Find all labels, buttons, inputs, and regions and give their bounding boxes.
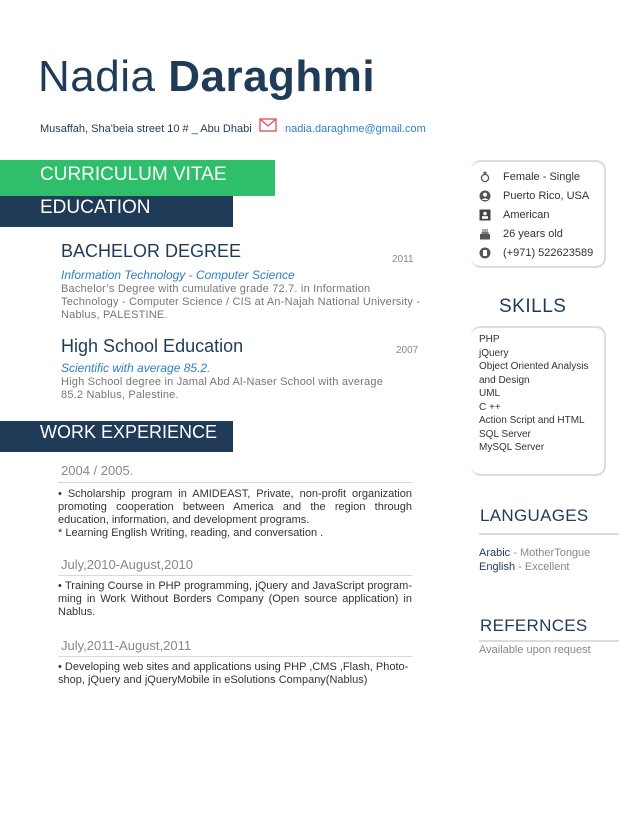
info-nationality xyxy=(479,208,609,224)
language-name: English xyxy=(479,561,516,573)
job-date: July,2011-August,2011 xyxy=(61,638,192,653)
address: Musaffah, Sha'beia street 10 # _ Abu Dhabi xyxy=(40,123,252,135)
last-name: Daraghmi xyxy=(168,52,376,101)
info-nationality-text: American xyxy=(503,209,550,221)
email-link[interactable]: nadia.daraghme@gmail.com xyxy=(285,123,426,135)
skills-title: SKILLS xyxy=(499,296,567,317)
job-date: 2004 / 2005. xyxy=(61,463,134,478)
cv-title: CURRICULUM VITAE xyxy=(40,164,227,185)
job-description: • Scholarship program in AMIDEAST, Private, non-profit organization promoting cooperation between America and the region through education, information, and development programs. xyxy=(58,488,412,526)
education-degree-description: Bachelor’s Degree with cumulative grade 72.7. in Information Technology - Computer Science / CIS at An-Najah National University - Nablus, PALESTINE. xyxy=(61,283,421,321)
education-degree-subtitle: Information Technology - Computer Science xyxy=(61,268,295,282)
info-age xyxy=(479,227,609,243)
skill-item: Action Script and HTML xyxy=(479,415,585,426)
education-title: EDUCATION xyxy=(40,197,151,218)
cv-band-strip xyxy=(0,160,38,196)
info-gender-text: Female - Single xyxy=(503,171,581,183)
id-card-icon xyxy=(479,209,491,221)
languages-title: LANGUAGES xyxy=(480,506,589,525)
job-date: July,2010-August,2010 xyxy=(61,557,194,572)
skill-item: Object Oriented Analysis and Design xyxy=(479,361,589,386)
job-divider xyxy=(58,656,412,657)
education-degree-year: 2011 xyxy=(392,254,414,265)
job-description-extra: * Learning English Writing, reading, and conversation . xyxy=(58,527,324,539)
references-divider xyxy=(479,640,619,642)
job-description: • Training Course in PHP programming, jQuery and JavaScript program-ming in Work Without Borders Company (Open source application) in Nablus. xyxy=(58,580,412,618)
skill-item: MySQL Server xyxy=(479,442,545,453)
language-item xyxy=(479,547,590,559)
education-highschool-description: High School degree in Jamal Abd Al-Naser School with average 85.2 Nablus, Palestine. xyxy=(61,376,384,401)
candidate-name xyxy=(38,52,375,102)
skills-list xyxy=(479,333,605,455)
languages-divider xyxy=(479,533,619,535)
skill-item: UML xyxy=(479,388,501,399)
education-highschool-subtitle: Scientific with average 85.2. xyxy=(61,361,211,375)
skill-item: jQuery xyxy=(479,347,509,359)
info-location xyxy=(479,189,609,205)
references-title: REFERNCES xyxy=(480,616,588,635)
info-gender xyxy=(479,170,609,186)
language-item xyxy=(479,561,570,573)
language-level: - MotherTongue xyxy=(510,547,591,559)
skill-item: PHP xyxy=(479,334,500,345)
skill-item: SQL Server xyxy=(479,428,531,440)
education-highschool-title: High School Education xyxy=(61,336,244,356)
job-divider xyxy=(58,482,412,483)
skill-item: C ++ xyxy=(479,401,501,413)
gender-icon xyxy=(479,171,491,183)
info-phone-text: (+971) 522623589 xyxy=(503,247,594,259)
first-name: Nadia xyxy=(38,52,156,101)
job-description: • Developing web sites and applications using PHP ,CMS ,Flash, Photo-shop, jQuery and jQueryMobile in eSolutions Company(Nablus) xyxy=(58,661,409,686)
phone-icon xyxy=(479,247,491,259)
info-location-text: Puerto Rico, USA xyxy=(503,190,590,202)
info-age-text: 26 years old xyxy=(503,228,563,240)
location-icon xyxy=(479,190,491,202)
mail-icon xyxy=(259,118,277,132)
language-level: - Excellent xyxy=(515,561,570,573)
info-phone xyxy=(479,246,609,262)
education-degree-title: BACHELOR DEGREE xyxy=(61,241,242,261)
references-text: Available upon request xyxy=(479,644,591,656)
job-divider xyxy=(58,575,412,576)
language-name: Arabic xyxy=(479,547,511,559)
work-title: WORK EXPERIENCE xyxy=(40,422,218,442)
education-highschool-year: 2007 xyxy=(396,345,419,356)
cake-icon xyxy=(479,228,491,240)
